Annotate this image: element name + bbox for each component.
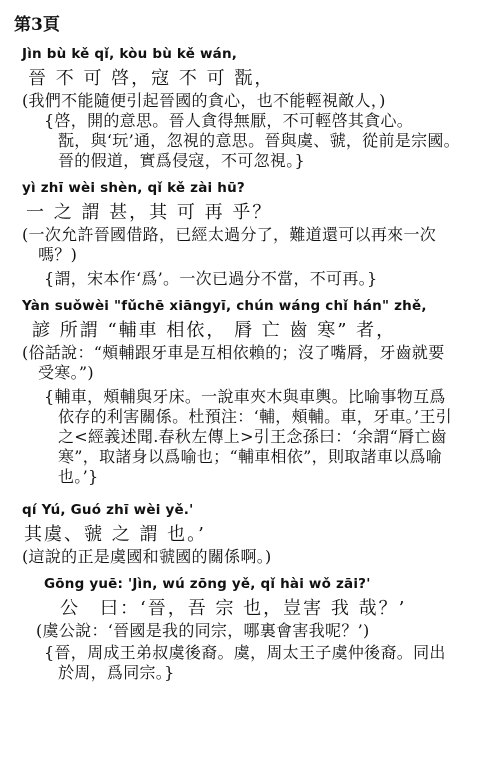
annotation-line: 晉的假道，實爲侵寇，不可忽視。} [58, 151, 305, 170]
annotation-line: {啓，開的意思。晉人貪得無厭，不可輕啓其貪心。 [44, 111, 414, 130]
pinyin-line: Gōng yuē: 'Jìn, wú zōng yě, qǐ hài wǒ zāi?' [44, 576, 371, 592]
translation-line: 嗎？) [38, 245, 78, 264]
classical-text-line: 諺 所謂 “輔車 相依， 脣 亡 齒 寒” 者， [32, 320, 397, 341]
pinyin-line: Yàn suǒwèi "fǔchē xiāngyī, chún wáng chǐ hán" zhě, [22, 298, 427, 314]
pinyin-line: Jìn bù kě qǐ, kòu bù kě wán, [22, 46, 238, 62]
classical-text-line: 其虞、虢 之 謂 也。’ [24, 524, 206, 545]
translation-line: (俗話說：“頰輔跟牙車是互相依賴的；沒了嘴脣，牙齒就要 [22, 343, 445, 362]
translation-line: (這說的正是虞國和虢國的關係啊。) [22, 547, 272, 566]
annotation-line: 翫，與‘玩’通，忽視的意思。晉與虞、虢，從前是宗國。 [58, 131, 460, 150]
annotation-line: {輔車，頰輔與牙床。一說車夾木與車輿。比喻事物互爲 [44, 387, 446, 406]
annotation-line: 依存的利害關係。杜預注：‘輔，頰輔。車，牙車。’王引 [58, 407, 452, 426]
translation-line: (虞公說：‘晉國是我的同宗，哪裏會害我呢？’) [36, 621, 370, 640]
translation-line: (一次允許晉國借路，已經太過分了，難道還可以再來一次 [22, 225, 437, 244]
translation-line: 受寒。”) [38, 363, 94, 382]
page-number-label: 第3頁 [14, 15, 60, 35]
classical-text-line: 晉 不 可 啓，寇 不 可 翫， [28, 68, 275, 89]
annotation-line: {謂，宋本作‘爲’。一次已過分不當，不可再。} [44, 269, 378, 288]
annotation-line: 也。’} [58, 467, 99, 486]
classical-text-line: 一 之 謂 甚，其 可 再 乎？ [26, 202, 273, 223]
translation-line: (我們不能隨便引起晉國的貪心，也不能輕視敵人，) [22, 91, 386, 110]
annotation-line: 於周，爲同宗。} [58, 663, 175, 682]
annotation-line: {晉，周成王弟叔虞後裔。虞，周太王子虞仲後裔。同出 [44, 643, 446, 662]
classical-text-line: 公 曰：‘晉，吾 宗 也，豈害 我 哉？’ [60, 598, 407, 619]
annotation-line: 寒”，取諸身以爲喻也；“輔車相依”，則取諸車以爲喻 [58, 447, 443, 466]
pinyin-line: qí Yú, Guó zhī wèi yě.' [22, 502, 194, 518]
annotation-line: 之<經義述聞.春秋左傳上>引王念孫曰：‘余謂“脣亡齒 [58, 427, 447, 446]
pinyin-line: yì zhī wèi shèn, qǐ kě zài hū? [22, 180, 245, 196]
